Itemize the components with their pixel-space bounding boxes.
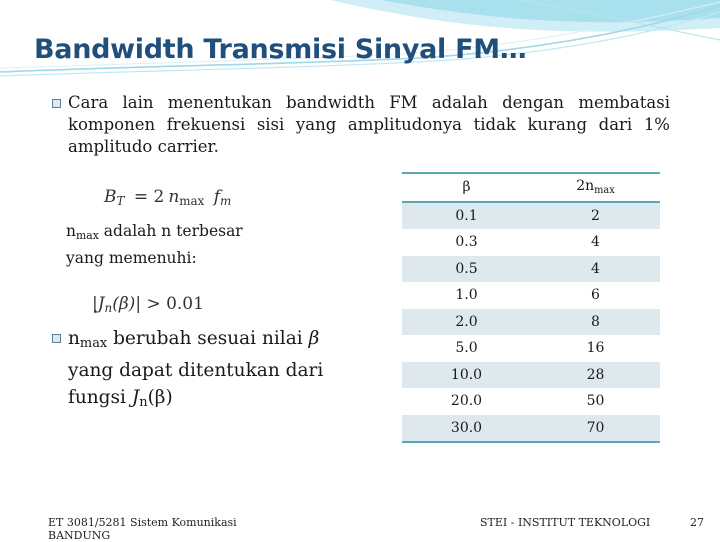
jn-symbol: |J	[92, 294, 105, 314]
cell-beta: 0.5	[455, 260, 478, 277]
table-row	[402, 282, 660, 309]
intro-paragraph: Cara lain menentukan bandwidth FM adalah dengan membatasi komponen frekuensi sisi yang amplitudonya tidak kurang dari 1% amplitudo carrier.	[68, 93, 670, 156]
nmax-n: n	[66, 222, 76, 240]
nmax-dependency-note	[68, 325, 338, 416]
nmax-definition	[66, 220, 276, 269]
cell-nmax: 2	[591, 207, 600, 224]
nmax-definition-text: adalah n terbesar yang memenuhi:	[66, 222, 243, 267]
cell-nmax: 6	[591, 287, 600, 304]
cell-nmax: 50	[586, 393, 605, 410]
formula-n-subscript: max	[179, 194, 205, 208]
cell-nmax: 8	[591, 313, 600, 330]
cell-beta: 0.3	[455, 234, 478, 251]
cell-nmax: 70	[586, 419, 605, 436]
note2-j-argument: (β)	[147, 387, 173, 408]
bullet-icon	[52, 99, 61, 108]
header-2nmax	[531, 178, 660, 196]
table-row	[402, 309, 660, 336]
bandwidth-formula	[104, 187, 231, 208]
header-max-subscript: max	[594, 185, 615, 197]
footer-institution: STEI - INSTITUT TEKNOLOGI	[480, 516, 651, 529]
cell-beta: 20.0	[450, 393, 483, 410]
formula-f: f	[213, 187, 221, 207]
note2-beta: β	[308, 328, 320, 349]
jn-threshold: | > 0.01	[135, 294, 204, 314]
nmax-subscript: max	[75, 229, 99, 242]
note2-j-subscript: n	[139, 395, 148, 410]
note2-j: J	[131, 387, 140, 408]
header-beta: β	[462, 179, 471, 196]
note2-n: n	[68, 328, 80, 349]
jn-subscript: n	[104, 301, 113, 315]
table-row	[402, 203, 660, 230]
cell-beta: 10.0	[450, 366, 483, 383]
jn-argument: (β)	[112, 294, 136, 314]
cell-nmax: 4	[591, 234, 600, 251]
table-row	[402, 335, 660, 362]
footer-course: ET 3081/5281 Sistem Komunikasi BANDUNG	[48, 516, 237, 542]
cell-nmax: 16	[586, 340, 605, 357]
bullet-icon	[52, 334, 61, 343]
table-row	[402, 256, 660, 283]
formula-f-subscript: m	[220, 194, 232, 208]
cell-beta: 1.0	[455, 287, 478, 304]
cell-beta: 2.0	[455, 313, 478, 330]
cell-nmax: 4	[591, 260, 600, 277]
table-header-row	[402, 172, 660, 203]
table-row	[402, 388, 660, 415]
page-number: 27	[690, 516, 704, 529]
cell-nmax: 28	[586, 366, 605, 383]
cell-beta: 5.0	[455, 340, 478, 357]
formula-bt-subscript: T	[116, 194, 125, 208]
table-row	[402, 415, 660, 444]
beta-nmax-table	[402, 172, 660, 443]
header-2n: 2n	[576, 178, 595, 195]
formula-equals-two: = 2	[133, 187, 165, 207]
note2-text-2: yang dapat ditentukan dari fungsi	[68, 360, 324, 408]
cell-beta: 0.1	[455, 207, 478, 224]
note2-text-1: berubah sesuai nilai	[107, 328, 309, 349]
table-row	[402, 229, 660, 256]
formula-bt-symbol: B	[104, 187, 117, 207]
bessel-condition-formula	[92, 294, 204, 315]
note2-subscript: max	[79, 336, 108, 351]
formula-n: n	[168, 187, 180, 207]
slide-title: Bandwidth Transmisi Sinyal FM…	[34, 34, 527, 65]
cell-beta: 30.0	[450, 419, 483, 436]
table-row	[402, 362, 660, 389]
